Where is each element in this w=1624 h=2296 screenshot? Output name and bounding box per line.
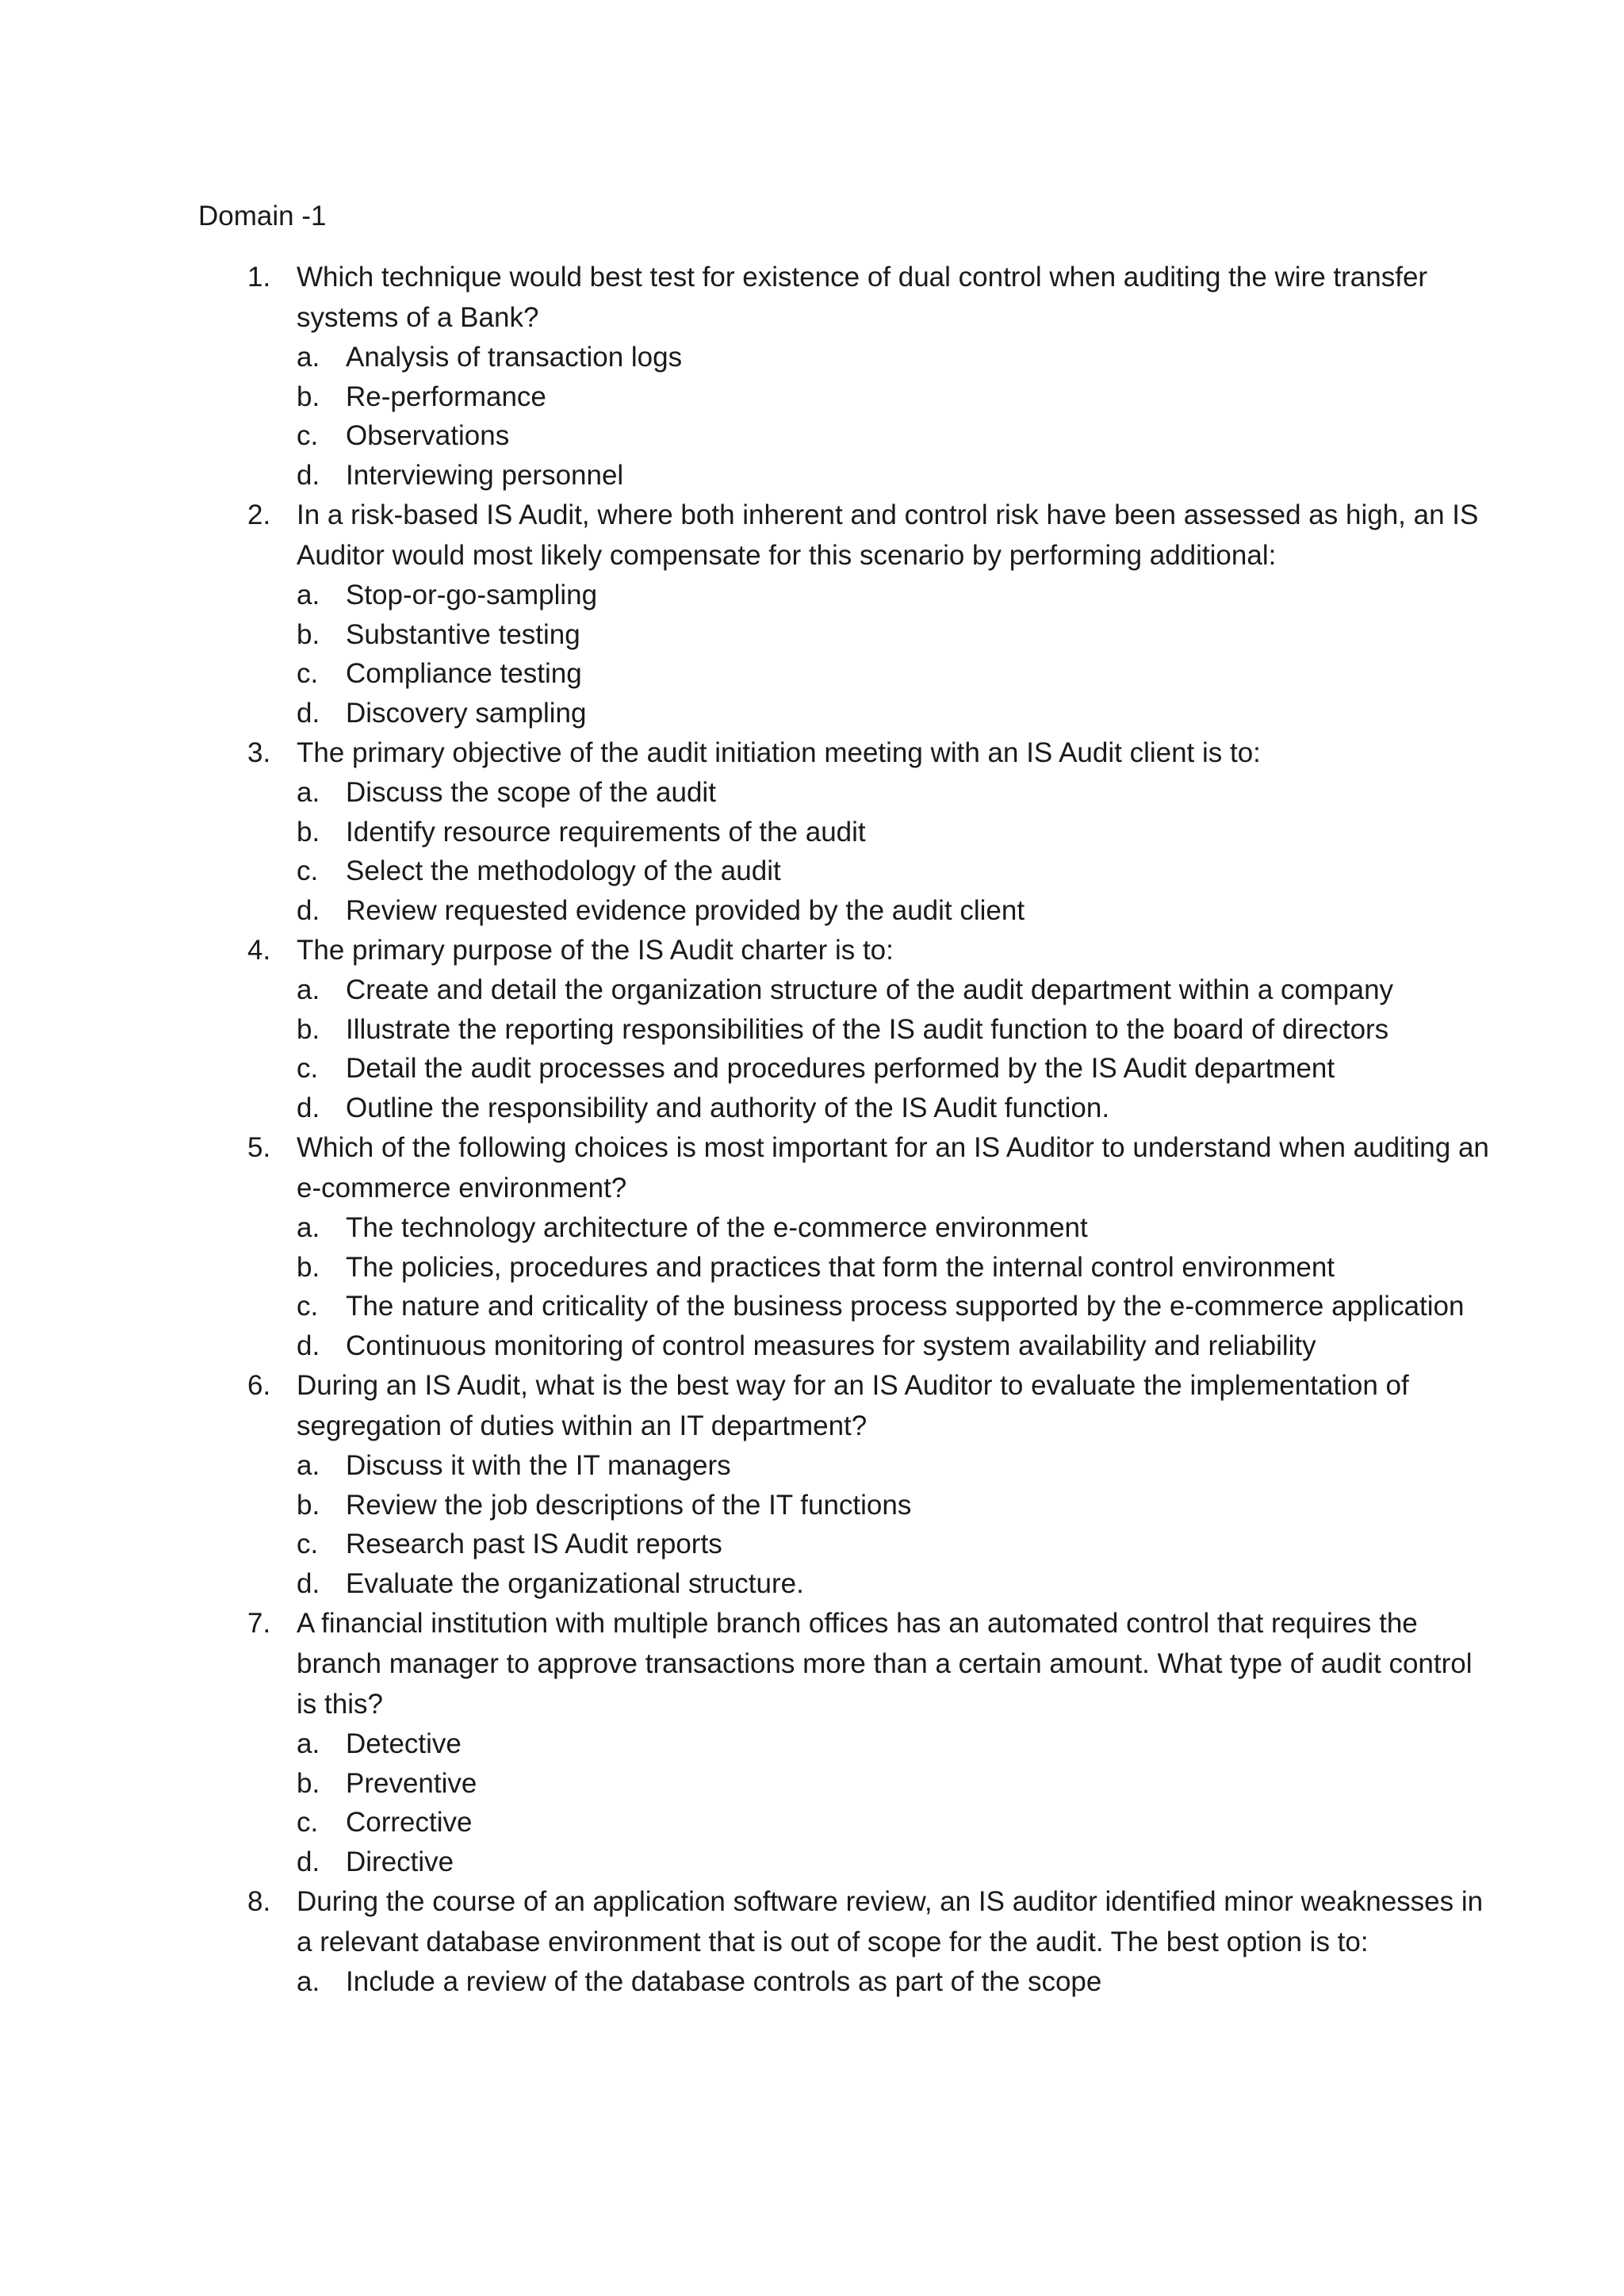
option-text: Analysis of transaction logs [346,342,683,373]
option-letter: a. [297,1450,320,1481]
answer-option [297,654,1497,694]
option-letter: b. [297,1251,320,1283]
answer-option [297,1564,1497,1604]
option-text: Illustrate the reporting responsibilities of the IS audit function to the board of directors [346,1013,1389,1045]
option-letter: d. [297,1846,320,1877]
answer-option [297,576,1497,615]
option-list [297,338,1497,495]
option-text: Interviewing personnel [346,459,624,491]
question-text: During the course of an application software review, an IS auditor identified minor weaknesses in a relevant database environment that is out of scope for the audit. The best option is to: [297,1886,1484,1957]
option-text: Observations [346,420,510,451]
question-number: 4. [247,935,271,966]
answer-option [297,416,1497,456]
option-letter: a. [297,1212,320,1243]
option-text: The policies, procedures and practices that form the internal control environment [346,1251,1335,1283]
option-list [297,773,1497,930]
question-item [198,495,1497,733]
option-text: Select the methodology of the audit [346,855,781,886]
option-text: Corrective [346,1807,473,1838]
option-text: Compliance testing [346,658,582,689]
answer-option [297,1803,1497,1843]
answer-option [297,891,1497,931]
option-text: Discovery sampling [346,697,587,729]
answer-option [297,851,1497,891]
question-item [198,1365,1497,1603]
option-text: Research past IS Audit reports [346,1529,722,1559]
answer-option [297,615,1497,655]
answer-option [297,1248,1497,1288]
option-list [297,1962,1497,2002]
option-letter: d. [297,1092,320,1123]
question-number: 8. [247,1886,271,1917]
answer-option [297,1962,1497,2002]
option-text: Detail the audit processes and procedures performed by the IS Audit department [346,1053,1335,1084]
option-letter: d. [297,697,320,729]
option-text: The technology architecture of the e-commerce environment [346,1212,1088,1243]
question-item [198,733,1497,930]
answer-option [297,338,1497,377]
question-text: In a risk-based IS Audit, where both inherent and control risk have been assessed as high, an IS Auditor would most likely compensate for this scenario by performing additional: [297,499,1479,571]
option-text: Create and detail the organization structure of the audit department within a company [346,974,1394,1005]
option-text: Preventive [346,1767,477,1799]
answer-option [297,1287,1497,1326]
option-text: Review requested evidence provided by the audit client [346,894,1025,926]
option-text: Directive [346,1846,454,1877]
answer-option [297,1843,1497,1882]
option-text: Substantive testing [346,618,580,650]
option-letter: c. [297,658,319,689]
answer-option [297,1049,1497,1089]
option-list [297,970,1497,1127]
option-text: The nature and criticality of the business process supported by the e-commerce application [346,1291,1465,1322]
option-letter: b. [297,381,320,412]
question-text: A financial institution with multiple branch offices has an automated control that requires the branch manager to approve transactions more than a certain amount. What type of audit control is this? [297,1608,1473,1720]
option-letter: b. [297,1013,320,1045]
option-text: Continuous monitoring of control measures for system availability and reliability [346,1330,1316,1361]
option-letter: a. [297,580,320,610]
question-text: Which of the following choices is most important for an IS Auditor to understand when auditing an e-commerce environment? [297,1132,1489,1203]
option-letter: c. [297,1529,319,1559]
question-text: During an IS Audit, what is the best way for an IS Auditor to evaluate the implementation of segregation of duties within an IT department? [297,1370,1409,1441]
option-text: Review the job descriptions of the IT functions [346,1489,912,1521]
option-letter: c. [297,1807,319,1838]
option-letter: b. [297,618,320,650]
option-text: Include a review of the database controls as part of the scope [346,1966,1102,1997]
answer-option [297,1724,1497,1764]
option-letter: b. [297,1767,320,1799]
option-letter: d. [297,1330,320,1361]
option-letter: a. [297,1966,320,1997]
answer-option [297,377,1497,417]
option-text: Identify resource requirements of the audit [346,816,866,848]
option-letter: d. [297,894,320,926]
option-list [297,1446,1497,1603]
domain-title: Domain -1 [198,201,327,232]
option-text: Detective [346,1728,462,1759]
option-text: Discuss the scope of the audit [346,777,716,808]
answer-option [297,1208,1497,1248]
answer-option [297,1525,1497,1564]
option-letter: b. [297,1489,320,1521]
answer-option [297,970,1497,1010]
option-letter: c. [297,1053,319,1084]
question-number: 2. [247,499,271,530]
question-number: 7. [247,1608,271,1639]
option-letter: a. [297,777,320,808]
answer-option [297,1326,1497,1366]
option-letter: c. [297,855,319,886]
option-letter: a. [297,342,320,373]
answer-option [297,1446,1497,1486]
answer-option [297,1089,1497,1128]
question-text: The primary objective of the audit initiation meeting with an IS Audit client is to: [297,737,1261,768]
question-item [198,1881,1497,2002]
option-list [297,576,1497,733]
option-list [297,1208,1497,1365]
answer-option [297,694,1497,733]
question-number: 3. [247,737,271,768]
answer-option [297,813,1497,852]
answer-option [297,1010,1497,1050]
answer-option [297,1764,1497,1804]
option-letter: a. [297,1728,320,1759]
option-text: Stop-or-go-sampling [346,580,598,610]
question-number: 5. [247,1132,271,1163]
answer-option [297,773,1497,813]
option-letter: b. [297,816,320,848]
question-item [198,1127,1497,1365]
option-letter: a. [297,974,320,1005]
question-item [198,930,1497,1127]
question-item [198,1603,1497,1881]
question-list [198,257,1497,2002]
option-text: Re-performance [346,381,546,412]
question-item [198,257,1497,495]
option-text: Evaluate the organizational structure. [346,1567,804,1599]
option-letter: d. [297,1567,320,1599]
question-number: 6. [247,1370,271,1401]
answer-option [297,456,1497,496]
option-letter: c. [297,1291,319,1322]
option-letter: d. [297,459,320,491]
question-text: The primary purpose of the IS Audit charter is to: [297,935,894,966]
option-text: Discuss it with the IT managers [346,1450,731,1481]
question-text: Which technique would best test for existence of dual control when auditing the wire transfer systems of a Bank? [297,262,1428,333]
option-text: Outline the responsibility and authority of the IS Audit function. [346,1092,1110,1123]
answer-option [297,1486,1497,1525]
question-number: 1. [247,262,271,293]
option-list [297,1724,1497,1881]
option-letter: c. [297,420,319,451]
